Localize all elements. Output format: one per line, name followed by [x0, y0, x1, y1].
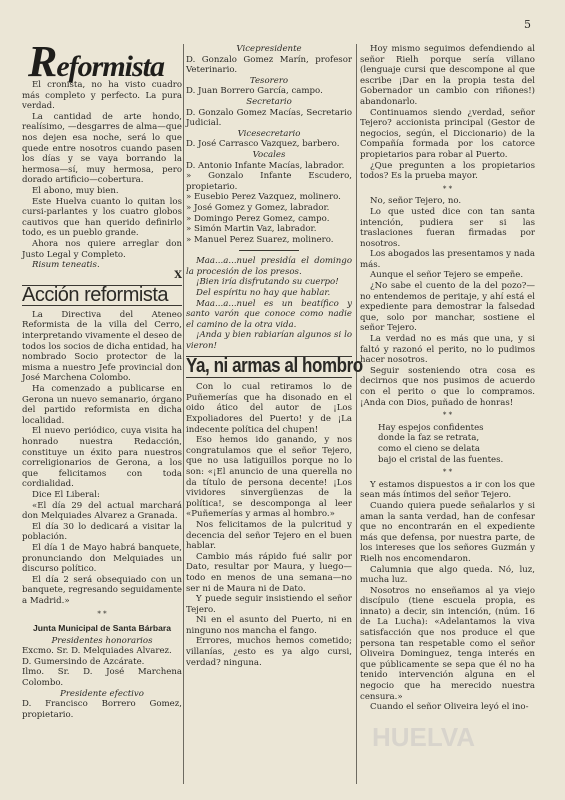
paragraph: Eso hemos ido ganando, y nos congratulamos que el señor Tejero, que no usa latiguillos porque no lo son: «¡El anuncio de una querella no da título de persona decente! ¡Los vividores sinvergüenzas de la política!, se descomponga al leer «Puñemerías y armas al hombro.»	[186, 435, 352, 520]
vp-name: D. Gonzalo Gomez Marín, profesor Veterinario.	[186, 54, 352, 76]
tes-name: D. Juan Borrero García, campo.	[186, 86, 323, 97]
column-2	[186, 44, 363, 668]
asterism: * *	[442, 468, 453, 477]
poem-line: Hay espejos confidentes	[378, 422, 484, 433]
signoff: Risum teneatis.	[32, 260, 100, 271]
section-title: Acción reformista	[22, 284, 168, 307]
paragraph: Y puede seguir insistiendo el señor Tejero.	[186, 594, 352, 615]
paragraph: El cronista, no ha visto cuadro más completo y perfecto. La pura verdad.	[22, 80, 182, 112]
page-number: 5	[524, 18, 531, 31]
paragraph: El día 2 será obsequiado con un banquete, regresando seguidamente a Madrid.»	[22, 574, 182, 606]
column-1	[22, 80, 182, 720]
name-line: » Eusebio Perez Vazquez, molinero.	[186, 192, 341, 203]
asterism: * *	[442, 184, 453, 193]
paragraph: El abono, muy bien.	[32, 185, 119, 196]
paragraph: Este Huelva cuanto lo quitan los cursi-parlantes y los cuatro globos cautivos que han querido definirlo todo, es un pueblo grande.	[22, 196, 182, 239]
paragraph: «El día 29 del actual marchará don Melquiades Alvarez a Granada.	[22, 500, 182, 522]
hon-title: Presidentes honorarios	[51, 635, 153, 646]
sec-title: Secretario	[246, 96, 292, 107]
paragraph: Cuando el señor Oliveira leyó el ino-	[370, 702, 529, 713]
verse-line: Maa...a...nuel presidía el domingo la procesión de los presos.	[186, 256, 352, 277]
watermark: HUELVA	[372, 722, 476, 752]
name-line: Excmo. Sr. D. Melquiades Alvarez.	[22, 646, 172, 657]
pres-name: D. Francisco Borrero Gomez, propietario.	[22, 699, 182, 720]
paragraph: Y estamos dispuestos a ir con los que sean más íntimos del señor Tejero.	[360, 479, 535, 501]
divider	[239, 250, 299, 251]
masthead-title: Reformista	[28, 37, 165, 86]
paragraph: Lo que usted dice con tan santa intención, pudiera ser si las traslaciones fueran firmadas por nosotros.	[360, 206, 535, 249]
paragraph: Nos felicitamos de la pulcritud y decencia del señor Tejero en el buen hablar.	[186, 519, 352, 552]
pres-title: Presidente efectivo	[60, 688, 144, 699]
masthead-logo	[22, 14, 182, 86]
name-line: D. Gumersindo de Azcárate.	[22, 656, 145, 667]
paragraph: El nuevo periódico, cuya visita ha honrado nuestra Redacción, constituye un éxito para nuestros correligionarios de Gerona, a los que felicitamos con toda cordialidad.	[22, 426, 182, 490]
column-divider	[183, 44, 184, 784]
sec-name: D. Gonzalo Gomez Macías, Secretario Judicial.	[186, 107, 352, 129]
paragraph: Nosotros no enseñamos al ya viejo discípulo (tiene escuela propia, es innato) a decir, sin intención, (núm. 16 de La Lucha): «Adelantamos la viva satisfacción que nos produce el que persona tan respetable como el señor Oliveira Dominguez, tenga interés en que públicamente se sepa que él no ha tenido intervención alguna en el negocio que ha merecido nuestra censura.»	[360, 585, 535, 702]
paragraph: Con lo cual retiramos lo de Puñemerías que ha disonado en el oido ático del autor de ¡Los Expoliadores del Puerto! y de ¡La indecente política del chupen!	[186, 382, 352, 435]
verse-line: ¡Anda y bien rabiarían algunos si lo vieron!	[186, 330, 352, 352]
name-line: » Domingo Perez Gomez, campo.	[186, 213, 330, 224]
name-line: » Gonzalo Infante Escudero, propietario.	[186, 171, 352, 192]
paragraph: No, señor Tejero, no.	[370, 196, 462, 207]
asterism: * *	[442, 411, 453, 420]
paragraph: Ni en el asunto del Puerto, ni en ninguno nos mancha el fango.	[186, 615, 352, 636]
paragraph: El día 30 lo dedicará a visitar la población.	[22, 521, 182, 543]
voc-title: Vocales	[252, 149, 286, 160]
paragraph: Dice El Liberal:	[32, 489, 100, 500]
name-line: D. Antonio Infante Macías, labrador.	[186, 160, 345, 171]
column-divider	[356, 44, 357, 784]
name-line: Ilmo. Sr. D. José Marchena Colombo.	[22, 667, 182, 689]
article-title: Ya, ni armas al hombro	[186, 354, 363, 377]
verse-line: ¡Bien iría disfrutando su cuerpo!	[196, 277, 339, 288]
paragraph: Aunque el señor Tejero se empeñe.	[370, 270, 524, 281]
paragraph: La cantidad de arte hondo, realísimo, —desgarres de alma—que nos dejen esa noche, será lo que quede entre nosotros cuando pasen los días y se vaya borrando la hermosa—sí, muy hermosa, pero dorado artificio—cobertura.	[22, 111, 182, 186]
poem-line: como el cieno se delata	[378, 443, 480, 454]
paragraph: Errores, muchos hemos cometido; villanías, ¿esto es ya algo cursi, verdad? ninguna.	[186, 636, 352, 668]
verse-line: Maa...a...nuel es un beatífico y santo varón que conoce como nadie el camino de la otra vida.	[186, 298, 352, 330]
paragraph: La Directiva del Ateneo Reformista de la villa del Cerro, interpretando vivamente el deseo de todos los socios de dicha entidad, ha nombrado Socio protector de la misma a nuestro Jefe provincial don José Marchena Colombo.	[22, 309, 182, 384]
divider	[186, 377, 352, 378]
paragraph: Los abogados las presentamos y nada más.	[360, 249, 535, 270]
paragraph: Continuamos siendo ¿verdad, señor Tejero? accionista principal (Gestor de negocios, según, el Diccionario) de la Compañía formada por los catorce propietarios para robar al Puerto.	[360, 107, 535, 160]
paragraph: El día 1 de Mayo habrá banquete, pronunciando don Melquiades un discurso político.	[22, 542, 182, 575]
poem-line: donde la faz se retrata,	[378, 433, 480, 444]
paragraph: Calumnia que algo queda. Nó, luz, mucha luz.	[360, 564, 535, 586]
asterism: * *	[97, 609, 107, 618]
paragraph: ¿No sabe el cuento de la del pozo?—no entendemos de peritaje, y ahí está el expediente para demostrar la falsedad que, solo por manchar, sostiene el señor Tejero.	[360, 281, 535, 334]
vp-title: Vicepresidente	[236, 44, 302, 54]
paragraph: Ha comenzado a publicarse en Gerona un nuevo semanario, órgano del partido reformista en dicha localidad.	[22, 384, 182, 426]
junta-title: Junta Municipal de Santa Bárbara	[32, 623, 171, 634]
paragraph: ¿Que pregunten a los propietarios todos? Es la prueba mayor.	[360, 160, 535, 182]
poem-line: bajo el cristal de las fuentes.	[378, 454, 504, 465]
vsec-name: D. José Carrasco Vazquez, barbero.	[186, 139, 340, 150]
name-line: » Manuel Perez Suarez, molinero.	[186, 234, 334, 245]
name-line: » José Gomez y Gomez, labrador.	[186, 202, 330, 213]
name-line: » Simón Martin Vaz, labrador.	[186, 224, 317, 235]
signature-x: X	[174, 269, 182, 281]
paragraph: Hoy mismo seguimos defendiendo al señor Rielh porque sería villano (lenguaje cursi que descompone al que escribe ¡Dar en la propia testa del Gobernador un cambio con riñones!) abandonarlo.	[360, 44, 535, 107]
tes-title: Tesorero	[249, 75, 289, 86]
verse-line: Del espíritu no hay que hablar.	[196, 288, 331, 299]
paragraph: Seguir sosteniendo otra cosa es decirnos que nos pusimos de acuerdo con el perito o que lo compramos. ¡Anda con Dios, puñado de honras!	[360, 365, 535, 408]
vsec-title: Vicesecretario	[237, 128, 301, 139]
paragraph: Cuando quiera puede señalarlos y si aman la santa verdad, han de confesar que no encontrarán en el expediente más que defensa, por nuestra parte, de los intereses que los señores Guzmán y Rielh nos encomendaron.	[360, 500, 535, 564]
column-3	[360, 44, 535, 713]
paragraph: Cambio más rápido fué salir por Dato, resultar por Maura, y luego—todo en menos de una semana—no ser ni de Maura ni de Dato.	[186, 551, 352, 594]
paragraph: La verdad no es más que una, y si faltó y razonó el perito, no lo pudimos hacer nosotros.	[360, 334, 535, 366]
paragraph: Ahora nos quiere arreglar don Justo Legal y Completo.	[22, 238, 182, 260]
